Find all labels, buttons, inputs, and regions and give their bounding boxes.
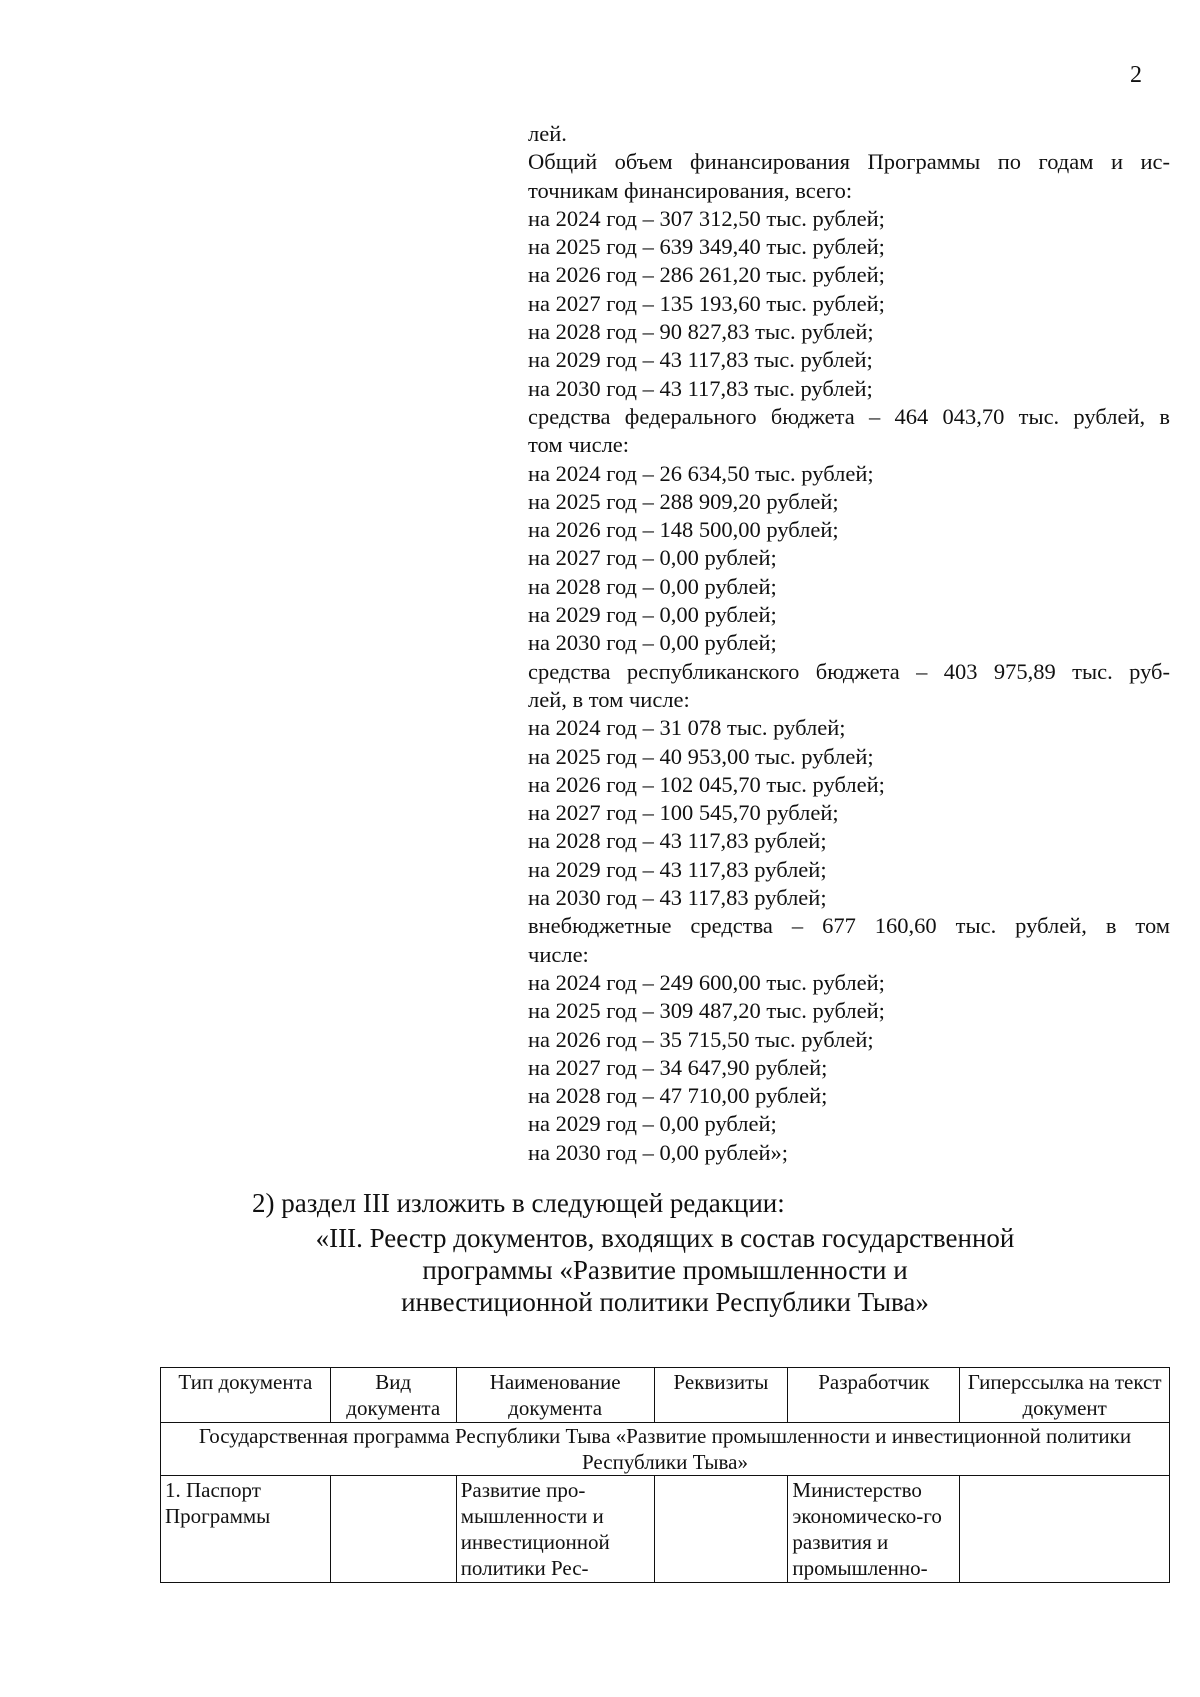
- financing-line: на 2024 год – 26 634,50 тыс. рублей;: [528, 460, 874, 486]
- column-header-doc-kind: Вид документа: [330, 1368, 456, 1423]
- table-cell: [654, 1476, 788, 1583]
- section-title-line: инвестиционной политики Республики Тыва»: [401, 1287, 929, 1317]
- financing-line: на 2028 год – 47 710,00 рублей;: [528, 1083, 828, 1109]
- financing-line: на 2026 год – 102 045,70 тыс. рублей;: [528, 771, 885, 797]
- table-cell: [330, 1476, 456, 1583]
- section-title-line: программы «Развитие промышленности и: [422, 1255, 908, 1285]
- financing-line: на 2029 год – 43 117,83 рублей;: [528, 856, 827, 882]
- financing-line: на 2026 год – 35 715,50 тыс. рублей;: [528, 1026, 874, 1052]
- financing-text-block: [528, 120, 1170, 1167]
- column-header-requisites: Реквизиты: [654, 1368, 788, 1423]
- amendment-clause: 2) раздел III изложить в следующей редакции:: [252, 1188, 785, 1218]
- financing-line: том числе:: [528, 432, 630, 458]
- financing-line: на 2028 год – 0,00 рублей;: [528, 573, 777, 599]
- column-header-developer: Разработчик: [788, 1368, 960, 1423]
- column-header-doc-type: Тип документа: [161, 1368, 331, 1423]
- financing-line: на 2030 год – 43 117,83 тыс. рублей;: [528, 375, 873, 401]
- table-cell: [960, 1476, 1170, 1583]
- financing-line: на 2026 год – 286 261,20 тыс. рублей;: [528, 262, 885, 288]
- financing-line: на 2027 год – 135 193,60 тыс. рублей;: [528, 290, 885, 316]
- financing-line: на 2027 год – 34 647,90 рублей;: [528, 1054, 828, 1080]
- financing-line: на 2027 год – 100 545,70 рублей;: [528, 800, 839, 826]
- section-title: [160, 1222, 1170, 1318]
- financing-line: на 2029 год – 0,00 рублей;: [528, 602, 777, 628]
- program-span-cell: Государственная программа Республики Тыва «Развитие промышленности и инвестиционной политики Республики Тыва»: [161, 1423, 1170, 1476]
- financing-line: на 2030 год – 43 117,83 рублей;: [528, 885, 827, 911]
- table-cell: Министерство экономическо-го развития и промышленно-: [788, 1476, 960, 1583]
- program-span-row: [161, 1423, 1170, 1476]
- financing-line: числе:: [528, 941, 589, 967]
- financing-line: лей, в том числе:: [528, 686, 690, 712]
- financing-line: средства федерального бюджета – 464 043,70 тыс. рублей, в: [528, 403, 1170, 429]
- financing-line: на 2024 год – 31 078 тыс. рублей;: [528, 715, 846, 741]
- financing-line: на 2028 год – 90 827,83 тыс. рублей;: [528, 319, 874, 345]
- table-row: [161, 1476, 1170, 1583]
- financing-line: на 2025 год – 288 909,20 рублей;: [528, 488, 839, 514]
- financing-line: на 2027 год – 0,00 рублей;: [528, 545, 777, 571]
- page-number: 2: [1130, 62, 1142, 88]
- document-registry-table: [160, 1367, 1170, 1583]
- financing-line: Общий объем финансирования Программы по годам и ис-: [528, 149, 1170, 175]
- financing-line: на 2030 год – 0,00 рублей;: [528, 630, 777, 656]
- section-title-line: «III. Реестр документов, входящих в состав государственной: [315, 1223, 1015, 1253]
- financing-line: на 2028 год – 43 117,83 рублей;: [528, 828, 827, 854]
- financing-line: средства республиканского бюджета – 403 975,89 тыс. руб-: [528, 658, 1170, 684]
- table-cell: 1. Паспорт Программы: [161, 1476, 331, 1583]
- financing-line: на 2030 год – 0,00 рублей»;: [528, 1139, 789, 1165]
- financing-line: на 2025 год – 309 487,20 тыс. рублей;: [528, 998, 885, 1024]
- table-header-row: [161, 1368, 1170, 1423]
- financing-line: внебюджетные средства – 677 160,60 тыс. рублей, в том: [528, 913, 1170, 939]
- financing-line: на 2029 год – 43 117,83 тыс. рублей;: [528, 347, 873, 373]
- financing-line: лей.: [528, 121, 567, 146]
- financing-line: на 2024 год – 307 312,50 тыс. рублей;: [528, 205, 885, 231]
- column-header-doc-name: Наименование документа: [456, 1368, 654, 1423]
- financing-line: на 2024 год – 249 600,00 тыс. рублей;: [528, 969, 885, 995]
- table-cell: Развитие про-мышленности и инвестиционной политики Рес-: [456, 1476, 654, 1583]
- financing-line: на 2025 год – 40 953,00 тыс. рублей;: [528, 743, 874, 769]
- column-header-hyperlink: Гиперссылка на текст документ: [960, 1368, 1170, 1423]
- financing-line: на 2025 год – 639 349,40 тыс. рублей;: [528, 234, 885, 260]
- financing-line: на 2026 год – 148 500,00 рублей;: [528, 517, 839, 543]
- financing-line: на 2029 год – 0,00 рублей;: [528, 1111, 777, 1137]
- financing-line: точникам финансирования, всего:: [528, 177, 853, 203]
